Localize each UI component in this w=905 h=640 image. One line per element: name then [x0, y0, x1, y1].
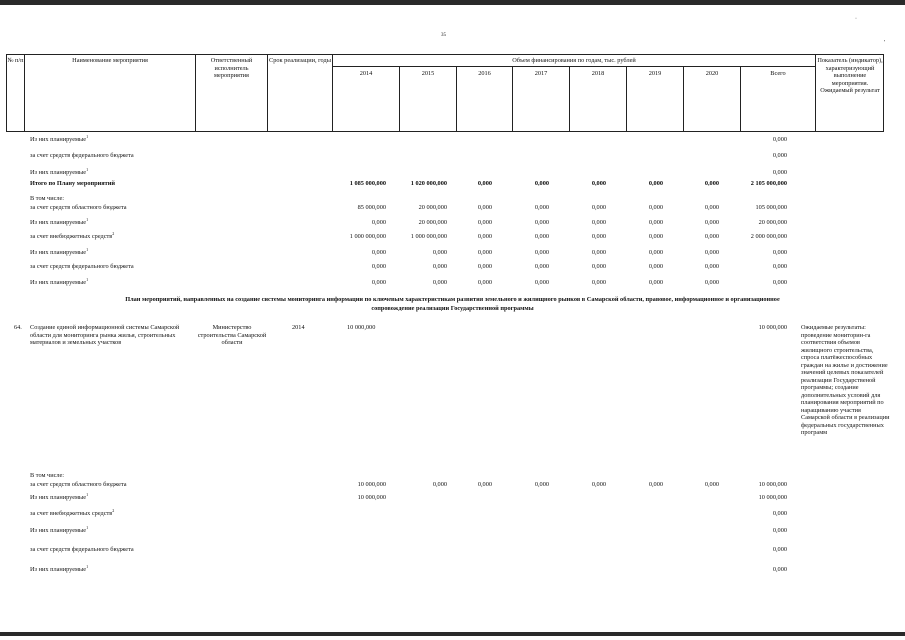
- row-value: 0,000: [704, 219, 719, 226]
- row-value: 0,000: [432, 481, 447, 488]
- header-year: 2018: [591, 70, 605, 77]
- row-label: за счет средств областного бюджета: [30, 481, 127, 488]
- row-value: 0,000: [477, 180, 492, 187]
- row-value: 1 000 000,000: [410, 233, 447, 240]
- row-value: 0,000: [591, 263, 606, 270]
- header-year: 2017: [534, 70, 548, 77]
- header-year: 2020: [705, 70, 719, 77]
- row-value: 0,000: [772, 136, 787, 143]
- footnote-mark: 1: [86, 491, 89, 497]
- row-value: 0,000: [704, 180, 719, 187]
- row-label: за счет средств областного бюджета: [30, 204, 127, 211]
- row-value: 0,000: [648, 481, 663, 488]
- row-value: 0,000: [704, 249, 719, 256]
- row-label: Из них планируемые$^1$: [30, 216, 89, 226]
- row-value: 20 000,000: [418, 219, 447, 226]
- row-value: 0,000: [772, 527, 787, 534]
- row-value: 10 000,000: [758, 481, 787, 488]
- row-value: 10 000,000: [357, 481, 386, 488]
- row-value: 0,000: [648, 180, 663, 187]
- row-value: 0,000: [534, 481, 549, 488]
- row-value: 0,000: [648, 233, 663, 240]
- page-number: 35: [441, 33, 446, 38]
- row-value: 0,000: [772, 152, 787, 159]
- item-executor: Министерство строительства Самарской области: [197, 324, 267, 346]
- footnote-mark: 2: [112, 230, 115, 236]
- row-label: за счет средств федерального бюджета: [30, 546, 134, 553]
- row-value: 0,000: [477, 249, 492, 256]
- row-value: 0,000: [648, 219, 663, 226]
- row-label: Из них планируемые$^1$: [30, 563, 89, 573]
- row-value: 85 000,000: [357, 204, 386, 211]
- corner-mark: ': [884, 40, 886, 46]
- table-header: [6, 54, 884, 132]
- header-executor: Ответственный исполнитель мероприятия: [210, 57, 253, 79]
- scan-top-border: [0, 0, 905, 5]
- section-title: План мероприятий, направленных на создание системы мониторинга информации по ключевым характеристикам развития земельного и жилищного рынков в Самарской области, правовое, информационное и организационное: [125, 296, 780, 303]
- header-name: Наименование мероприятия: [72, 57, 148, 64]
- header-year: 2019: [648, 70, 662, 77]
- header-num: № п/п: [7, 57, 24, 64]
- corner-mark: ·: [855, 16, 857, 22]
- row-value: 0,000: [534, 233, 549, 240]
- row-value: 20 000,000: [758, 219, 787, 226]
- item-number: 64.: [14, 324, 22, 331]
- row-label: Из них планируемые$^1$: [30, 133, 89, 143]
- row-label: В том числе:: [30, 195, 65, 202]
- row-value: 0,000: [772, 566, 787, 573]
- row-value: 0,000: [371, 249, 386, 256]
- footnote-mark: 1: [86, 133, 89, 139]
- row-value: 0,000: [704, 279, 719, 286]
- row-value: 0,000: [772, 169, 787, 176]
- row-value: 105 000,000: [755, 204, 787, 211]
- row-value: 0,000: [772, 279, 787, 286]
- row-value: 0,000: [534, 219, 549, 226]
- row-value: 0,000: [371, 219, 386, 226]
- row-label: Из них планируемые$^1$: [30, 524, 89, 534]
- row-value: 10 000,000: [758, 494, 787, 501]
- row-value: 0,000: [534, 249, 549, 256]
- header-year: 2016: [478, 70, 491, 77]
- row-value: 0,000: [591, 204, 606, 211]
- row-value: 2 000 000,000: [750, 233, 787, 240]
- header-funding: Объем финансирования по годам, тыс. рублей: [512, 57, 636, 64]
- footnote-mark: 1: [86, 246, 89, 252]
- row-label: Итого по Плану мероприятий: [30, 180, 116, 187]
- row-value: 0,000: [534, 263, 549, 270]
- section-title: сопровождение реализации Государственной программы: [371, 305, 534, 312]
- row-value: 0,000: [591, 219, 606, 226]
- row-value: 0,000: [477, 204, 492, 211]
- row-label: Из них планируемые$^1$: [30, 491, 89, 501]
- row-label: Из них планируемые$^1$: [30, 166, 89, 176]
- header-year: 2014: [359, 70, 373, 77]
- row-value: 0,000: [534, 180, 549, 187]
- row-value: 0,000: [591, 249, 606, 256]
- item-name: Создание единой информационной системы Самарской области для мониторинга рынка жилья, строительных материалов и земельных участков: [30, 324, 180, 346]
- item-period: 2014: [292, 324, 305, 331]
- footnote-mark: 2: [112, 507, 115, 513]
- row-value: 0,000: [432, 279, 447, 286]
- row-label: В том числе:: [30, 472, 65, 479]
- row-label: за счет внебюджетных средств$^2$: [30, 230, 115, 240]
- row-value: 0,000: [772, 249, 787, 256]
- row-value: 1 085 000,000: [349, 180, 386, 187]
- row-value: 0,000: [772, 263, 787, 270]
- row-label: за счет средств федерального бюджета: [30, 263, 134, 270]
- header-period: Срок реализации, годы: [269, 57, 331, 64]
- row-value: 0,000: [534, 204, 549, 211]
- row-value: 0,000: [591, 180, 606, 187]
- row-value: 0,000: [477, 481, 492, 488]
- row-value: 1 000 000,000: [349, 233, 386, 240]
- row-value: 0,000: [371, 263, 386, 270]
- row-value: 0,000: [534, 279, 549, 286]
- scan-bottom-border: [0, 632, 905, 636]
- row-value: 2 105 000,000: [750, 180, 787, 187]
- row-value: 0,000: [648, 279, 663, 286]
- footnote-mark: 1: [86, 524, 89, 530]
- footnote-mark: 1: [86, 276, 89, 282]
- row-label: Из них планируемые$^1$: [30, 246, 89, 256]
- row-value: 0,000: [591, 233, 606, 240]
- item-result: Ожидаемые результаты: проведение мониторин-га соответствия объемов жилищного строительства, спроса платёжеспособных граждан на жилье и достижение значений целевых показателей реализации Государственой программы; создание дополнительных условий для планирования мероприятий по наращиванию участия Самарской области в реализации федеральных государственных программ: [801, 324, 890, 436]
- row-value: 0,000: [648, 263, 663, 270]
- row-value: 0,000: [704, 233, 719, 240]
- row-value: 0,000: [772, 546, 787, 553]
- header-total: Всего: [770, 70, 786, 77]
- row-value: 20 000,000: [418, 204, 447, 211]
- item-total: 10 000,000: [758, 324, 787, 331]
- row-value: 0,000: [371, 279, 386, 286]
- footnote-mark: 1: [86, 216, 89, 222]
- row-label: за счет внебюджетных средств$^2$: [30, 507, 115, 517]
- row-value: 0,000: [704, 481, 719, 488]
- row-label: за счет средств федерального бюджета: [30, 152, 134, 159]
- row-value: 0,000: [648, 249, 663, 256]
- row-value: 0,000: [648, 204, 663, 211]
- footnote-mark: 1: [86, 563, 89, 569]
- row-value: 0,000: [704, 204, 719, 211]
- row-value: 0,000: [477, 219, 492, 226]
- row-value: 0,000: [477, 233, 492, 240]
- item-2014: 10 000,000: [347, 324, 376, 331]
- row-value: 0,000: [432, 263, 447, 270]
- row-value: 0,000: [432, 249, 447, 256]
- row-value: 1 020 000,000: [410, 180, 447, 187]
- row-value: 0,000: [477, 279, 492, 286]
- header-year: 2015: [421, 70, 435, 77]
- row-value: 10 000,000: [357, 494, 386, 501]
- row-value: 0,000: [477, 263, 492, 270]
- footnote-mark: 1: [86, 166, 89, 172]
- row-value: 0,000: [591, 279, 606, 286]
- header-indicator: Показатель (индикатор), характеризующий выполнение мероприятия. Ожидаемый результат: [817, 57, 883, 94]
- row-value: 0,000: [591, 481, 606, 488]
- row-value: 0,000: [704, 263, 719, 270]
- row-value: 0,000: [772, 510, 787, 517]
- row-label: Из них планируемые$^1$: [30, 276, 89, 286]
